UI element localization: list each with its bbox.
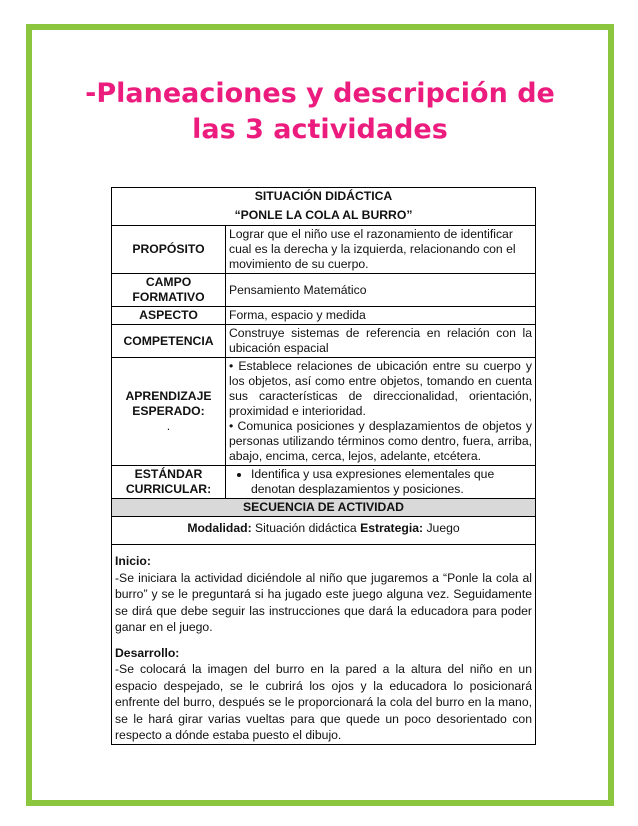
aprendizaje-value bbox=[226, 358, 536, 466]
activity-description-row bbox=[112, 545, 536, 745]
aspecto-value: Forma, espacio y medida bbox=[226, 307, 536, 325]
campo-formativo-label: CAMPO FORMATIVO bbox=[112, 274, 226, 307]
table-row bbox=[112, 466, 536, 499]
competencia-label: COMPETENCIA bbox=[112, 325, 226, 358]
estandar-list bbox=[229, 467, 532, 497]
page-title: -Planeaciones y descripción de las 3 actividades bbox=[85, 78, 555, 145]
estrategia-value: Juego bbox=[426, 521, 460, 535]
aprendizaje-label-cell bbox=[112, 358, 226, 466]
estandar-label: ESTÁNDAR CURRICULAR: bbox=[112, 466, 226, 499]
aspecto-label: ASPECTO bbox=[112, 307, 226, 325]
planning-table bbox=[111, 187, 536, 745]
table-row bbox=[112, 358, 536, 466]
aprendizaje-dot: . bbox=[166, 419, 171, 433]
inicio-heading: Inicio: bbox=[115, 554, 151, 568]
modalidad-row bbox=[112, 517, 536, 545]
situacion-header-cell bbox=[112, 188, 536, 226]
estrategia-label: Estrategia: bbox=[360, 521, 424, 535]
secuencia-header-row bbox=[112, 499, 536, 517]
aprendizaje-label: APRENDIZAJE ESPERADO: bbox=[125, 389, 212, 418]
table-row bbox=[112, 274, 536, 307]
aprendizaje-item-1: • Establece relaciones de ubicación entre su cuerpo y los objetos, así como entre objetos, tomando en cuenta sus características de direccionalidad, orientación, proximidad e interioridad. bbox=[229, 359, 532, 418]
table-row bbox=[112, 226, 536, 274]
modalidad-label: Modalidad: bbox=[187, 521, 252, 535]
table-row bbox=[112, 325, 536, 358]
desarrollo-heading: Desarrollo: bbox=[115, 645, 180, 660]
aprendizaje-item-2: • Comunica posiciones y desplazamientos de objetos y personas utilizando términos como dentro, fuera, arriba, abajo, encima, cerca, lejos, adelante, etcétera. bbox=[229, 419, 532, 463]
proposito-value: Lograr que el niño use el razonamiento de identificar cual es la derecha y la izquierda, relacionando con el movimiento de su cuerpo. bbox=[226, 226, 536, 274]
inicio-text: -Se iniciara la actividad diciéndole al niño que jugaremos a “Ponle la cola al burro” y se le preguntará si ha jugado este juego alguna vez. Seguidamente se dirá que debe seguir las instrucciones que dará la educadora para poder ganar en el juego. bbox=[115, 570, 532, 634]
competencia-value: Construye sistemas de referencia en relación con la ubicación espacial bbox=[226, 325, 536, 358]
activity-description-cell bbox=[112, 545, 536, 745]
situacion-name: “PONLE LA COLA AL BURRO” bbox=[234, 208, 413, 222]
proposito-label: PROPÓSITO bbox=[112, 226, 226, 274]
desarrollo-text: -Se colocará la imagen del burro en la pared a la altura del niño en un espacio despejado, se le cubrirá los ojos y la educadora lo posicionará enfrente del burro, después se le proporcionará la cola del burro en la mano, se le hará girar varias vueltas para que quede un poco desorientado con respecto a dónde estaba puesto el dibujo. bbox=[115, 662, 532, 742]
situacion-label: SITUACIÓN DIDÁCTICA bbox=[254, 189, 393, 203]
estandar-item: • Identifica y usa expresiones elementales que denotan desplazamientos y posiciones. bbox=[251, 467, 532, 497]
secuencia-label: SECUENCIA DE ACTIVIDAD bbox=[112, 499, 536, 517]
modalidad-value: Situación didáctica bbox=[255, 521, 357, 535]
table-row bbox=[112, 307, 536, 325]
campo-formativo-value: Pensamiento Matemático bbox=[226, 274, 536, 307]
modalidad-cell bbox=[112, 517, 536, 545]
situacion-header-row bbox=[112, 188, 536, 226]
estandar-value-cell bbox=[226, 466, 536, 499]
